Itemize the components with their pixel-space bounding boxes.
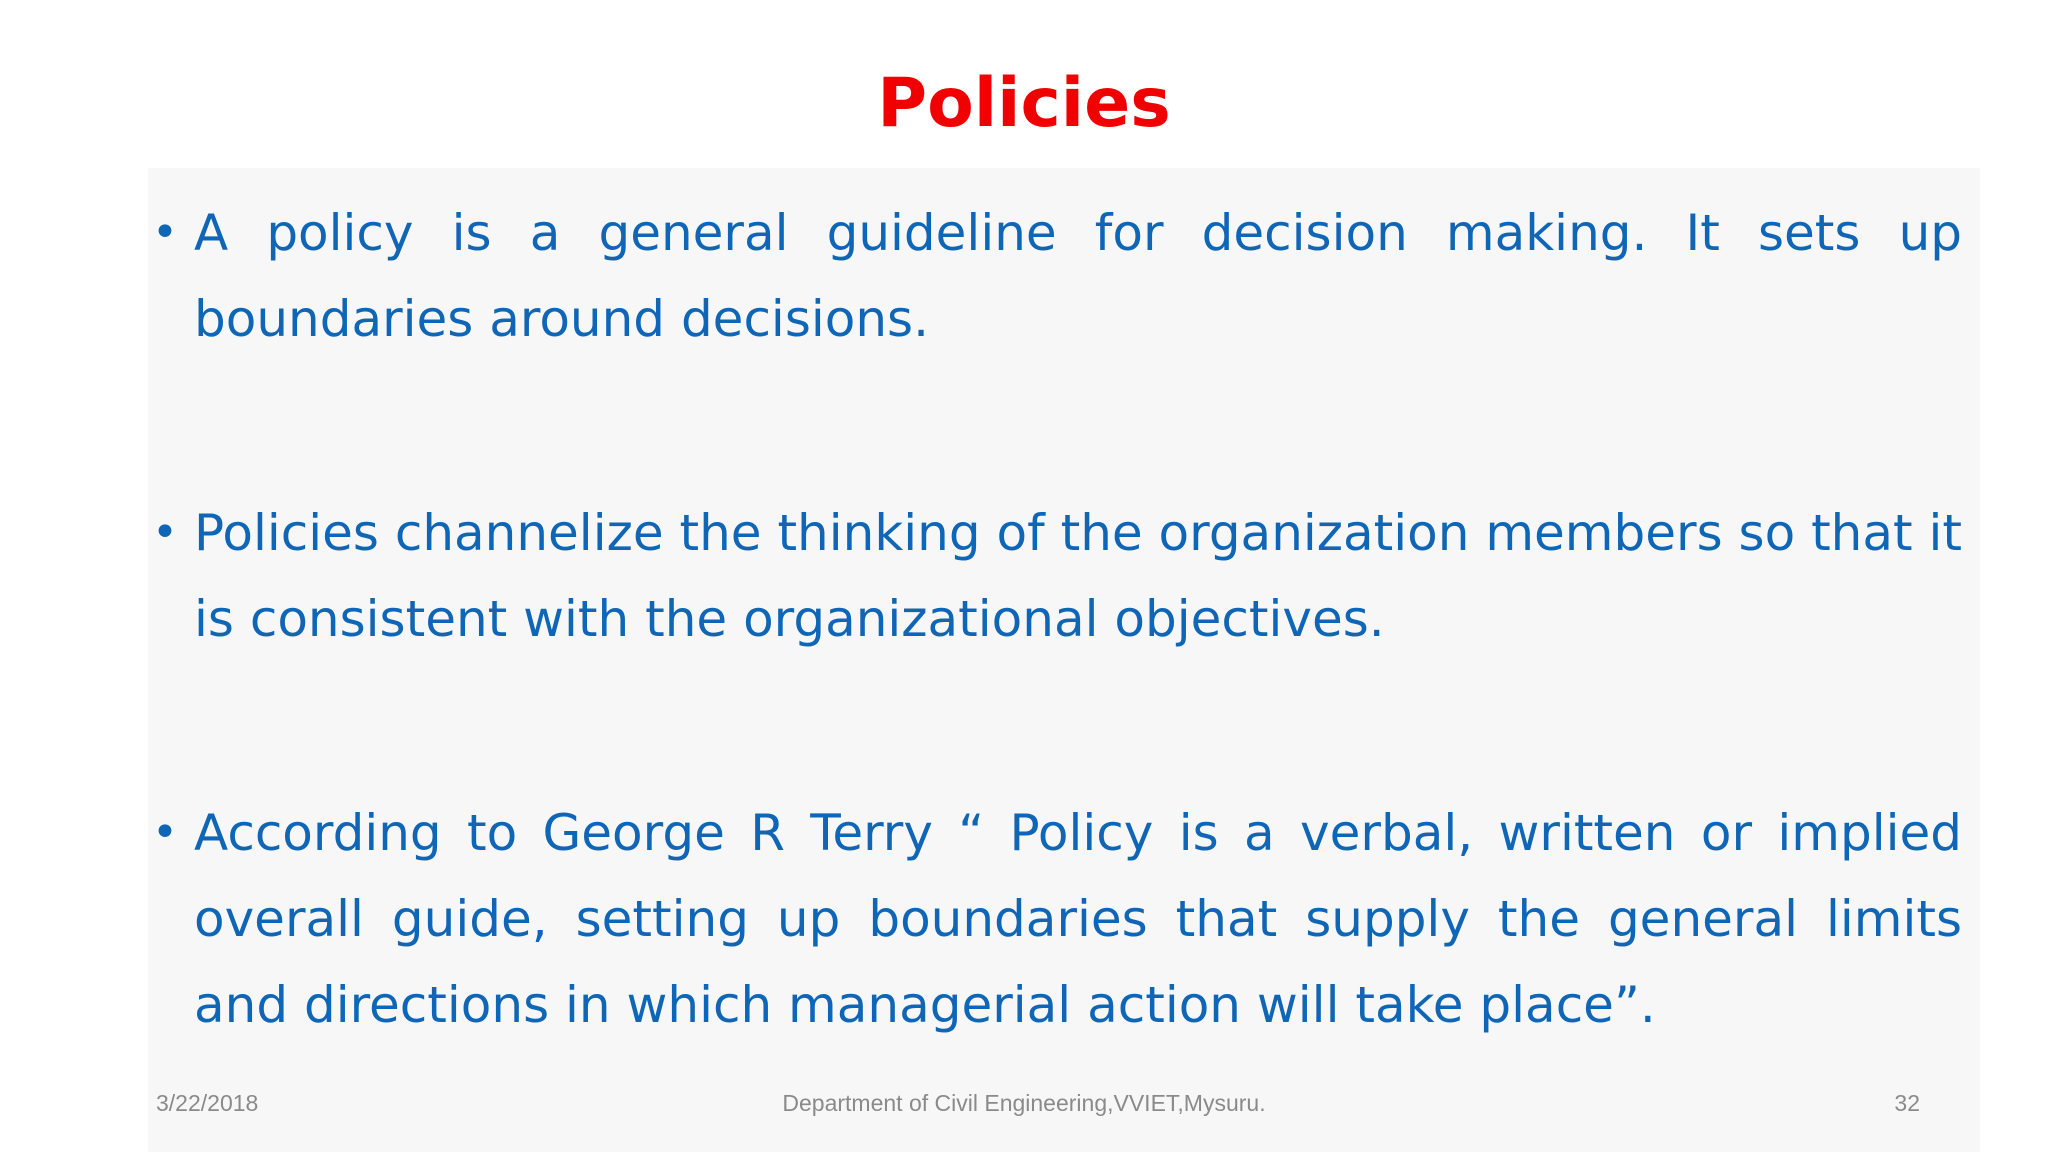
- bullet-text: According to George R Terry “ Policy is a verbal, written or implied overall guide, setting up boundaries that supply the general limits and directions in which managerial action will take place”.: [194, 804, 1962, 1034]
- bullet-item: [152, 790, 1962, 1048]
- bullet-text: Policies channelize the thinking of the organization members so that it is consistent with the organizational objectives.: [194, 504, 1962, 648]
- bullet-dot-icon: •: [152, 207, 178, 258]
- bullet-text: A policy is a general guideline for decision making. It sets up boundaries around decisions.: [194, 204, 1962, 348]
- slide-title: Policies: [877, 64, 1171, 143]
- bullet-list: [152, 190, 1962, 1048]
- bullet-item: [152, 490, 1962, 662]
- bullet-dot-icon: •: [152, 807, 178, 858]
- footer-page-number: 32: [1894, 1090, 1920, 1116]
- bullet-item: [152, 190, 1962, 362]
- bullet-dot-icon: •: [152, 507, 178, 558]
- footer-department: Department of Civil Engineering,VVIET,Mysuru.: [782, 1090, 1266, 1116]
- footer-date: 3/22/2018: [156, 1090, 259, 1116]
